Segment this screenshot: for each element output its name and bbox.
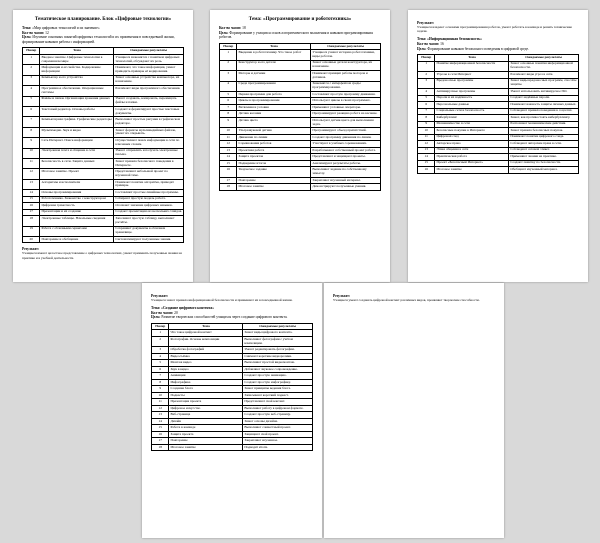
row-result: Различают виды угроз в сети. — [509, 72, 579, 79]
row-number: 19 — [23, 226, 40, 236]
row-number: 3 — [152, 347, 169, 354]
row-topic: Этика общения в сети — [435, 147, 509, 154]
row-number: 16 — [220, 167, 237, 177]
row-number: 3 — [418, 78, 435, 88]
row-result: Учащиеся узнают историю робототехники, виды роботов. — [311, 50, 381, 60]
row-topic: Робототехника. Знакомство с конструктором — [40, 196, 114, 203]
meta-block: Тема: «Создание цифрового контента» Кол-во часов: 20 Цель: Развитие творческих способностей учащихся через создание цифрового контента. — [151, 306, 288, 320]
page-title: Тематическое планирование. Блок «Цифровые технологии» — [34, 17, 172, 22]
table-row — [220, 81, 381, 91]
table-row — [152, 444, 313, 451]
row-topic: Вредоносные программы — [435, 78, 509, 88]
row-result: Выполняют работу в цифровом формате. — [243, 405, 313, 412]
row-number: 8 — [152, 379, 169, 386]
table-row — [220, 167, 381, 177]
row-result: Создают памятку по безопасности. — [509, 160, 579, 167]
row-topic: Презентация проекта — [169, 399, 243, 406]
row-result: Систематизируют полученные знания. — [114, 236, 184, 243]
row-topic: Безопасные покупки в Интернете — [435, 128, 509, 135]
topics-table: Номер Тема Ожидаемые результаты 1 Вводное занятие. Цифровые технологии в современном мире Учащиеся знакомятся с понятием цифровых технологий, обсуждают их роль. 2 Информация и её свойства. Кодирование информации Понимают, что такое информация, умеют приводить примеры её кодирования. 3 Компьютер и его устройства Знают основные устройства компьютера, их назначение. 4 Программное обеспечение. Операционные системы Различают виды программного обеспечения. 5 Файлы и папки. Организация хранения данных Умеют создавать, копировать, перемещать файлы и папки. 6 Текстовый редактор. Основы работы Создают и форматируют простые текстовые документы. 7 Компьютерная графика. Графические редакторы Выполняют простые рисунки в графическом редакторе. 8 Мультимедиа. Звук и видео Знают форматы мультимедийных файлов, умеют их открывать. 9 Сеть Интернет. Поиск информации Осуществляют поиск информации в сети по ключевым словам. 10 Электронная почта и общение в сети Умеют отправлять и получать электронные письма. 11 Безопасность в сети. Защита данных Знают правила безопасного поведения в Интернете. 12 Итоговое занятие. Проект Представляют небольшой проект по изученной теме. 13 Алгоритмы и исполнители Понимают понятие алгоритма, приводят примеры. 14 Основы программирования Составляют простые линейные программы. 15 Робототехника. Знакомство с конструктором Собирают простую модель робота. 16 Цифровая грамотность Осознают значение цифровых навыков. 17 Презентации и их создание Создают презентацию из нескольких слайдов. 18 Электронные таблицы. Начальные сведения Заполняют простую таблицу, выполняют расчёты. 19 Работа с облачными сервисами Сохраняют документы в облачном хранилище. 20 Повторение и обобщение Систематизируют полученные знания. — [22, 47, 184, 243]
row-topic: Авторское право — [435, 141, 509, 148]
row-result: Умеют редактировать фотографии. — [243, 347, 313, 354]
row-result: Знакомятся с интерфейсом среды программирования. — [311, 81, 381, 91]
row-topic: Циклы в программировании — [237, 98, 311, 105]
row-result: Представляют свой контент. — [243, 399, 313, 406]
row-topic: Монтаж видео — [169, 360, 243, 367]
row-number: 14 — [152, 418, 169, 425]
row-result: Выполняют простые рисунки в графическом редакторе. — [114, 117, 184, 127]
row-number: 12 — [23, 169, 40, 179]
row-topic: Дизайн — [169, 418, 243, 425]
row-topic: Инфографика — [169, 379, 243, 386]
row-result: Знают принципы ведения блога. — [243, 386, 313, 393]
row-number: 2 — [23, 65, 40, 75]
row-result: Демонстрируют полученные умения. — [311, 184, 381, 191]
row-topic: Вводное занятие. Цифровые технологии в современном мире — [40, 54, 114, 64]
row-result: Умеют отправлять и получать электронные письма. — [114, 148, 184, 158]
row-result: Выполняют задание по собственному замыслу. — [311, 167, 381, 177]
row-result: Создают простую веб-страницу. — [243, 412, 313, 419]
table-row — [152, 336, 313, 346]
row-number: 15 — [152, 425, 169, 432]
row-number: 11 — [418, 134, 435, 141]
row-number: 10 — [152, 392, 169, 399]
row-result: Программируют реакцию робота на касание. — [311, 111, 381, 118]
row-number: 3 — [23, 75, 40, 85]
row-topic: Презентации и их создание — [40, 209, 114, 216]
table-row — [23, 106, 184, 116]
row-topic: Итоговое занятие — [237, 184, 311, 191]
page-title: Тема: «Программирование и робототехника» — [248, 17, 352, 22]
row-result: Знают основные понятия информационной безопасности. — [509, 61, 579, 71]
row-result: Защищают свой проект. — [243, 431, 313, 438]
row-topic: Повторение — [169, 438, 243, 445]
row-topic: Программное обеспечение. Операционные системы — [40, 86, 114, 96]
row-result: Снимают короткие видеоролики. — [243, 353, 313, 360]
row-result: Закрепляют изученное. — [243, 438, 313, 445]
row-result: Понимают важность защиты личных данных. — [509, 102, 579, 109]
row-result: Собирают простую модель робота. — [114, 196, 184, 203]
table-row — [23, 158, 184, 168]
row-topic: Социальные сети и безопасность — [435, 108, 509, 115]
row-number: 17 — [23, 209, 40, 216]
row-topic: Итоговое занятие — [169, 444, 243, 451]
result-text: Учащиеся знают правила информационной безопасности и применяют их в повседневной жизни. — [151, 298, 293, 302]
row-result: Выполняют простой видеомонтаж. — [243, 360, 313, 367]
row-number: 12 — [220, 141, 237, 148]
row-result: Участвуют в учебных соревнованиях. — [311, 141, 381, 148]
row-number: 16 — [23, 203, 40, 210]
row-result: Применяют знания на практике. — [509, 154, 579, 161]
row-number: 10 — [418, 128, 435, 135]
row-topic: Датчик касания — [237, 111, 311, 118]
row-number: 13 — [152, 412, 169, 419]
row-result: Составляют простую программу движения. — [311, 91, 381, 98]
row-number: 12 — [152, 405, 169, 412]
document-page-3 — [408, 10, 588, 282]
row-number: 13 — [418, 147, 435, 154]
row-result: Используют циклы в своих программах. — [311, 98, 381, 105]
row-number: 8 — [220, 111, 237, 118]
table-row — [23, 236, 184, 243]
row-topic: Антивирусные программы — [435, 89, 509, 96]
row-result: Сохраняют документы в облачном хранилище. — [114, 226, 184, 236]
row-result: Учащиеся знакомятся с понятием цифровых технологий, обсуждают их роль. — [114, 54, 184, 64]
table-row — [220, 71, 381, 81]
result-text: Учащиеся имеют целостное представление о цифровых технологиях, умеют применять полученные знания на практике и в учебной деятельности. — [22, 251, 182, 260]
row-number: 13 — [220, 147, 237, 154]
row-result: Выполняют фотографии с учётом композиции. — [243, 336, 313, 346]
table-row — [23, 226, 184, 236]
row-number: 15 — [418, 160, 435, 167]
table-row — [418, 78, 579, 88]
row-result: Понимают принцип работы моторов и датчиков. — [311, 71, 381, 81]
row-topic: Защита проекта — [169, 431, 243, 438]
row-number: 15 — [220, 160, 237, 167]
row-number: 8 — [23, 127, 40, 137]
row-topic: Ветвления и условия — [237, 104, 311, 111]
result-heading: Результат: — [333, 294, 351, 298]
result-heading: Результат: — [22, 247, 40, 252]
row-result: Анализируют результаты работы. — [311, 160, 381, 167]
row-topic: Повторение — [237, 177, 311, 184]
row-topic: Подкасты — [169, 392, 243, 399]
row-topic: Основы программирования — [40, 190, 114, 197]
row-result: Соблюдают правила поведения в соцсетях. — [509, 108, 579, 115]
row-number: 7 — [152, 373, 169, 380]
row-topic: Творческое задание — [237, 167, 311, 177]
row-result: Различают виды программного обеспечения. — [114, 86, 184, 96]
row-result: Понимают, что такое информация, умеют приводить примеры её кодирования. — [114, 65, 184, 75]
row-topic: Безопасность в сети. Защита данных — [40, 158, 114, 168]
row-number: 2 — [152, 336, 169, 346]
table-row — [220, 117, 381, 127]
row-number: 1 — [23, 54, 40, 64]
row-number: 4 — [418, 89, 435, 96]
result-text: Учащиеся владеют основами программирования роботов, умеют работать в команде и решать технические задачи. — [417, 25, 572, 34]
row-topic: Пароли и их надёжность — [435, 95, 509, 102]
topics-table: Номер Тема Ожидаемые результаты 1 Введение в робототехнику. Что такое робот Учащиеся узнают историю робототехники, виды роботов. 2 Конструктор и его детали Знают основные детали конструктора, их назначение. 3 Моторы и датчики Понимают принцип работы моторов и датчиков. 4 Среда программирования Знакомятся с интерфейсом среды программирования. 5 Первая программа для робота Составляют простую программу движения. 6 Циклы в программировании Используют циклы в своих программах. 7 Ветвления и условия Применяют условные операторы. 8 Датчик касания Программируют реакцию робота на касание. 9 Датчик цвета Используют датчик цвета для выполнения задач. 10 Ультразвуковой датчик Программируют объезд препятствий. 11 Движение по линии Создают программу движения по линии. 12 Соревнования роботов Участвуют в учебных соревнованиях. 13 Проектная работа Разрабатывают собственный проект робота. 14 Защита проектов Представляют и защищают проекты. 15 Подведение итогов Анализируют результаты работы. 16 Творческое задание Выполняют задание по собственному замыслу. 17 Повторение Закрепляют изученный материал. 18 Итоговое занятие Демонстрируют полученные умения. — [219, 43, 381, 191]
row-number: 13 — [23, 179, 40, 189]
row-topic: Соревнования роботов — [237, 141, 311, 148]
row-number: 14 — [220, 154, 237, 161]
row-topic: Мошенничество в сети — [435, 121, 509, 128]
row-number: 4 — [220, 81, 237, 91]
row-result: Создают надёжные пароли. — [509, 95, 579, 102]
row-topic: Работа в команде — [169, 425, 243, 432]
row-topic: Фотография. Основы композиции — [169, 336, 243, 346]
row-number: 11 — [23, 158, 40, 168]
row-topic: Компьютерная графика. Графические редакторы — [40, 117, 114, 127]
row-number: 16 — [418, 167, 435, 174]
row-result: Записывают короткий подкаст. — [243, 392, 313, 399]
row-topic: Проектная работа — [237, 147, 311, 154]
result-heading: Результат: — [151, 294, 169, 298]
row-number: 3 — [220, 71, 237, 81]
row-number: 18 — [152, 444, 169, 451]
meta-block: Тема: «Мир цифровых технологий и их значение» Кол-во часов: 12 Цель: Изучение основных понятий цифровых технологий и их применения в повседневной жизни, формирование навыков работы с информацией. — [22, 26, 175, 44]
row-topic: Электронные таблицы. Начальные сведения — [40, 216, 114, 226]
row-result: Составляют простые линейные программы. — [114, 190, 184, 197]
document-page-2 — [210, 10, 390, 282]
meta-block: Кол-во часов: 18 Цель: Формирование у учащихся основ алгоритмического мышления и навыков программирования роботов. — [219, 26, 373, 40]
row-topic: Ультразвуковой датчик — [237, 128, 311, 135]
row-result: Соблюдают сетевой этикет. — [509, 147, 579, 154]
row-result: Умеют использовать антивирусное ПО. — [509, 89, 579, 96]
table-row — [220, 50, 381, 60]
row-result: Распознают мошеннические действия. — [509, 121, 579, 128]
row-topic: Создание блога — [169, 386, 243, 393]
row-result: Знают основные устройства компьютера, их назначение. — [114, 75, 184, 85]
row-result: Добавляют звуковое сопровождение. — [243, 366, 313, 373]
row-result: Понимают понятие алгоритма, приводят примеры. — [114, 179, 184, 189]
row-result: Обобщают изученный материал. — [509, 167, 579, 174]
table-row — [23, 75, 184, 85]
row-number: 12 — [418, 141, 435, 148]
table-row — [23, 65, 184, 75]
row-number: 11 — [152, 399, 169, 406]
row-topic: Итоговое занятие. Проект — [40, 169, 114, 179]
table-row — [23, 117, 184, 127]
row-result: Используют датчик цвета для выполнения задач. — [311, 117, 381, 127]
row-number: 7 — [23, 117, 40, 127]
row-number: 14 — [23, 190, 40, 197]
row-result: Знают основы дизайна. — [243, 418, 313, 425]
row-result: Знают форматы мультимедийных файлов, умеют их открывать. — [114, 127, 184, 137]
row-topic: Цифровое искусство — [169, 405, 243, 412]
document-page-5 — [324, 283, 504, 538]
table-row — [23, 148, 184, 158]
row-number: 2 — [220, 60, 237, 70]
row-result: Представляют и защищают проекты. — [311, 154, 381, 161]
row-topic: Движение по линии — [237, 134, 311, 141]
row-topic: Повторение и обобщение — [40, 236, 114, 243]
row-number: 1 — [418, 61, 435, 71]
row-topic: Информация и её свойства. Кодирование информации — [40, 65, 114, 75]
row-topic: Что такое цифровой контент — [169, 330, 243, 337]
table-row — [418, 167, 579, 174]
row-result: Осознают значение цифровых навыков. — [114, 203, 184, 210]
row-result: Программируют объезд препятствий. — [311, 128, 381, 135]
row-number: 6 — [23, 106, 40, 116]
row-topic: Обработка фотографий — [169, 347, 243, 354]
row-result: Знают правила безопасных покупок. — [509, 128, 579, 135]
row-topic: Проект «Безопасный Интернет» — [435, 160, 509, 167]
row-topic: Введение в робототехнику. Что такое робот — [237, 50, 311, 60]
row-number: 17 — [220, 177, 237, 184]
row-result: Осуществляют поиск информации в сети по ключевым словам. — [114, 138, 184, 148]
result-text: Учащиеся умеют создавать цифровой контент различных видов, проявляют творческие способности. — [333, 298, 480, 302]
row-result: Знают основные детали конструктора, их назначение. — [311, 60, 381, 70]
row-result: Разрабатывают собственный проект робота. — [311, 147, 381, 154]
row-number: 18 — [23, 216, 40, 226]
row-topic: Кибербуллинг — [435, 115, 509, 122]
table-row — [220, 60, 381, 70]
table-row — [23, 96, 184, 106]
row-topic: Цифровая грамотность — [40, 203, 114, 210]
row-number: 7 — [220, 104, 237, 111]
row-result: Знают правила безопасного поведения в Интернете. — [114, 158, 184, 168]
table-row — [23, 216, 184, 226]
row-number: 6 — [152, 366, 169, 373]
row-number: 20 — [23, 236, 40, 243]
row-number: 11 — [220, 134, 237, 141]
row-topic: Угрозы в сети Интернет — [435, 72, 509, 79]
row-result: Выполняют совместный проект. — [243, 425, 313, 432]
row-number: 7 — [418, 108, 435, 115]
row-number: 1 — [152, 330, 169, 337]
topics-table: Номер Тема Ожидаемые результаты 1 Понятие информационной безопасности Знают основные понятия информационной безопасности. 2 Угрозы в сети Интернет Различают виды угроз в сети. 3 Вредоносные программы Знают виды вредоносных программ, способы защиты. 4 Антивирусные программы Умеют использовать антивирусное ПО. 5 Пароли и их надёжность Создают надёжные пароли. 6 Персональные данные Понимают важность защиты личных данных. 7 Социальные сети и безопасность Соблюдают правила поведения в соцсетях. 8 Кибербуллинг Знают, как противостоять кибербуллингу. 9 Мошенничество в сети Распознают мошеннические действия. 10 Безопасные покупки в Интернете Знают правила безопасных покупок. 11 Цифровой след Понимают понятие цифрового следа. 12 Авторское право Соблюдают авторские права в сети. 13 Этика общения в сети Соблюдают сетевой этикет. 14 Практическая работа Применяют знания на практике. 15 Проект «Безопасный Интернет» Создают памятку по безопасности. 16 Итоговое занятие Обобщают изученный материал. — [417, 54, 579, 173]
row-number: 9 — [220, 117, 237, 127]
row-result: Знают виды цифрового контента. — [243, 330, 313, 337]
row-result: Закрепляют изученный материал. — [311, 177, 381, 184]
row-topic: Веб-страница — [169, 412, 243, 419]
row-number: 15 — [23, 196, 40, 203]
row-topic: Звук в видео — [169, 366, 243, 373]
row-result: Понимают понятие цифрового следа. — [509, 134, 579, 141]
row-topic: Анимация — [169, 373, 243, 380]
row-topic: Итоговое занятие — [435, 167, 509, 174]
row-topic: Персональные данные — [435, 102, 509, 109]
row-result: Создают простую анимацию. — [243, 373, 313, 380]
row-result: Создают и форматируют простые текстовые документы. — [114, 106, 184, 116]
row-number: 8 — [418, 115, 435, 122]
row-number: 18 — [220, 184, 237, 191]
row-topic: Первая программа для робота — [237, 91, 311, 98]
table-row — [220, 184, 381, 191]
document-page-4 — [142, 283, 322, 538]
row-topic: Работа с облачными сервисами — [40, 226, 114, 236]
row-number: 10 — [220, 128, 237, 135]
row-number: 9 — [418, 121, 435, 128]
row-number: 2 — [418, 72, 435, 79]
table-row — [23, 138, 184, 148]
row-topic: Сеть Интернет. Поиск информации — [40, 138, 114, 148]
row-result: Подводят итоги. — [243, 444, 313, 451]
row-topic: Конструктор и его детали — [237, 60, 311, 70]
row-result: Умеют создавать, копировать, перемещать файлы и папки. — [114, 96, 184, 106]
table-row — [23, 54, 184, 64]
row-result: Создают простую инфографику. — [243, 379, 313, 386]
topics-table: Номер Тема Ожидаемые результаты 1 Что такое цифровой контент Знают виды цифрового контента. 2 Фотография. Основы композиции Выполняют фотографии с учётом композиции. 3 Обработка фотографий Умеют редактировать фотографии. 4 Видеосъёмка Снимают короткие видеоролики. 5 Монтаж видео Выполняют простой видеомонтаж. 6 Звук в видео Добавляют звуковое сопровождение. 7 Анимация Создают простую анимацию. 8 Инфографика Создают простую инфографику. 9 Создание блога Знают принципы ведения блога. 10 Подкасты Записывают короткий подкаст. 11 Презентация проекта Представляют свой контент. 12 Цифровое искусство Выполняют работу в цифровом формате. 13 Веб-страница Создают простую веб-страницу. 14 Дизайн Знают основы дизайна. 15 Работа в команде Выполняют совместный проект. 16 Защита проекта Защищают свой проект. 17 Повторение Закрепляют изученное. 18 Итоговое занятие Подводят итоги. — [151, 323, 313, 451]
table-row — [418, 61, 579, 71]
row-result: Применяют условные операторы. — [311, 104, 381, 111]
row-topic: Видеосъёмка — [169, 353, 243, 360]
row-number: 4 — [152, 353, 169, 360]
row-topic: Практическая работа — [435, 154, 509, 161]
row-topic: Цифровой след — [435, 134, 509, 141]
row-result: Соблюдают авторские права в сети. — [509, 141, 579, 148]
row-number: 9 — [152, 386, 169, 393]
document-page-1 — [13, 10, 193, 282]
row-topic: Моторы и датчики — [237, 71, 311, 81]
row-number: 4 — [23, 86, 40, 96]
row-number: 5 — [152, 360, 169, 367]
row-topic: Мультимедиа. Звук и видео — [40, 127, 114, 137]
row-result: Создают программу движения по линии. — [311, 134, 381, 141]
row-topic: Текстовый редактор. Основы работы — [40, 106, 114, 116]
row-topic: Файлы и папки. Организация хранения данных — [40, 96, 114, 106]
row-number: 5 — [418, 95, 435, 102]
row-result: Создают презентацию из нескольких слайдов. — [114, 209, 184, 216]
row-result: Представляют небольшой проект по изученной теме. — [114, 169, 184, 179]
row-topic: Алгоритмы и исполнители — [40, 179, 114, 189]
meta-block: Тема: «Информационная безопасность» Кол-во часов: 16 Цель: Формирование навыков безопасного поведения в цифровой среде. — [417, 37, 529, 51]
row-result: Знают виды вредоносных программ, способы защиты. — [509, 78, 579, 88]
row-number: 6 — [418, 102, 435, 109]
table-row — [23, 86, 184, 96]
row-number: 5 — [23, 96, 40, 106]
table-row — [23, 169, 184, 179]
row-number: 6 — [220, 98, 237, 105]
row-number: 17 — [152, 438, 169, 445]
row-topic: Подведение итогов — [237, 160, 311, 167]
row-topic: Компьютер и его устройства — [40, 75, 114, 85]
row-topic: Понятие информационной безопасности — [435, 61, 509, 71]
row-topic: Электронная почта и общение в сети — [40, 148, 114, 158]
table-row — [23, 127, 184, 137]
row-result: Заполняют простую таблицу, выполняют расчёты. — [114, 216, 184, 226]
row-number: 1 — [220, 50, 237, 60]
row-number: 10 — [23, 148, 40, 158]
row-number: 5 — [220, 91, 237, 98]
table-row — [23, 179, 184, 189]
row-topic: Защита проектов — [237, 154, 311, 161]
row-number: 16 — [152, 431, 169, 438]
row-number: 14 — [418, 154, 435, 161]
row-result: Знают, как противостоять кибербуллингу. — [509, 115, 579, 122]
row-topic: Среда программирования — [237, 81, 311, 91]
row-number: 9 — [23, 138, 40, 148]
row-topic: Датчик цвета — [237, 117, 311, 127]
result-heading: Результат: — [417, 21, 435, 25]
